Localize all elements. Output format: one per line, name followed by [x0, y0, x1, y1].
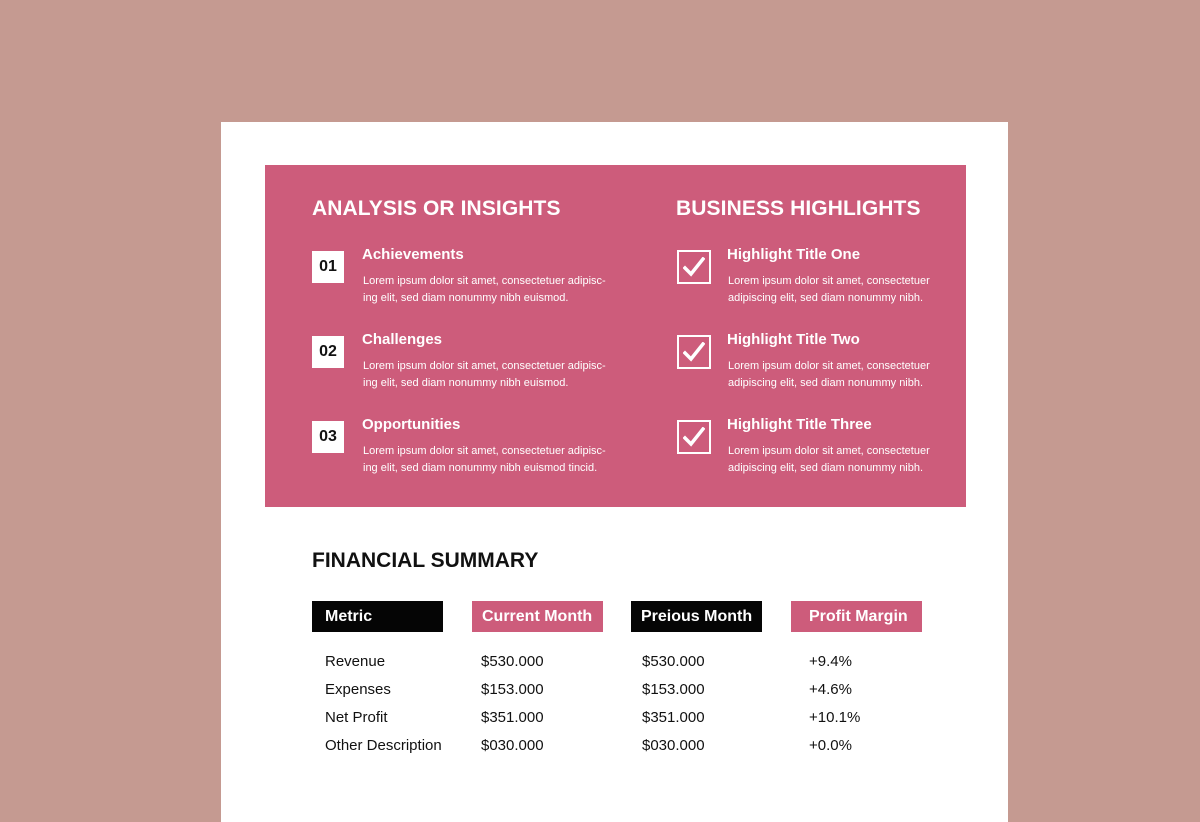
item-description: Lorem ipsum dolor sit amet, consectetuer adipiscing elit, sed diam nonummy nibh. [728, 445, 930, 474]
cell-margin-revenue: +9.4% [809, 653, 852, 670]
cell-margin-expenses: +4.6% [809, 681, 852, 698]
checkmark-icon [677, 335, 711, 369]
insights-panel [265, 165, 966, 507]
cell-current-expenses: $153.000 [481, 681, 544, 698]
item-title: Highlight Title Three [727, 416, 872, 433]
item-title: Challenges [362, 331, 443, 348]
cell-margin-net-profit: +10.1% [809, 709, 861, 726]
cell-current-revenue: $530.000 [481, 653, 544, 670]
cell-previous-other: $030.000 [642, 737, 705, 754]
cell-previous-expenses: $153.000 [642, 681, 705, 698]
header-profit-margin: Profit Margin [791, 601, 922, 632]
cell-current-net-profit: $351.000 [481, 709, 544, 726]
item-description: Lorem ipsum dolor sit amet, consectetuer adipiscing elit, sed diam nonummy nibh. [728, 275, 930, 304]
item-number-badge: 02 [312, 336, 344, 368]
cell-metric-net-profit: Net Profit [325, 709, 388, 726]
checkmark-icon [677, 420, 711, 454]
analysis-title: ANALYSIS OR INSIGHTS [312, 197, 561, 220]
item-description: Lorem ipsum dolor sit amet, consectetuer adipisc-ing elit, sed diam nonummy nibh euismod. [363, 275, 606, 304]
item-title: Highlight Title One [727, 246, 861, 263]
highlight-item-two [677, 331, 977, 401]
cell-metric-other: Other Description [325, 737, 442, 754]
item-description: Lorem ipsum dolor sit amet, consectetuer adipisc-ing elit, sed diam nonummy nibh euismod tincid. [363, 445, 606, 474]
analysis-item-challenges [312, 331, 612, 401]
cell-current-other: $030.000 [481, 737, 544, 754]
item-description: Lorem ipsum dolor sit amet, consectetuer adipisc-ing elit, sed diam nonummy nibh euismod. [363, 360, 606, 389]
highlight-item-three [677, 416, 977, 486]
item-title: Opportunities [362, 416, 461, 433]
cell-previous-net-profit: $351.000 [642, 709, 705, 726]
cell-metric-expenses: Expenses [325, 681, 391, 698]
report-page [221, 122, 1008, 822]
cell-margin-other: +0.0% [809, 737, 852, 754]
highlight-item-one [677, 246, 977, 316]
header-current-month: Current Month [472, 601, 603, 632]
cell-metric-revenue: Revenue [325, 653, 386, 670]
cell-previous-revenue: $530.000 [642, 653, 705, 670]
header-metric: Metric [312, 601, 443, 632]
analysis-item-opportunities [312, 416, 612, 486]
item-title: Achievements [362, 246, 464, 263]
item-description: Lorem ipsum dolor sit amet, consectetuer adipiscing elit, sed diam nonummy nibh. [728, 360, 930, 389]
item-title: Highlight Title Two [727, 331, 860, 348]
highlights-title: BUSINESS HIGHLIGHTS [676, 197, 921, 220]
checkmark-icon [677, 250, 711, 284]
analysis-item-achievements [312, 246, 612, 316]
item-number-badge: 03 [312, 421, 344, 453]
item-number-badge: 01 [312, 251, 344, 283]
financial-summary-title: FINANCIAL SUMMARY [312, 549, 539, 572]
header-previous-month: Preious Month [631, 601, 762, 632]
